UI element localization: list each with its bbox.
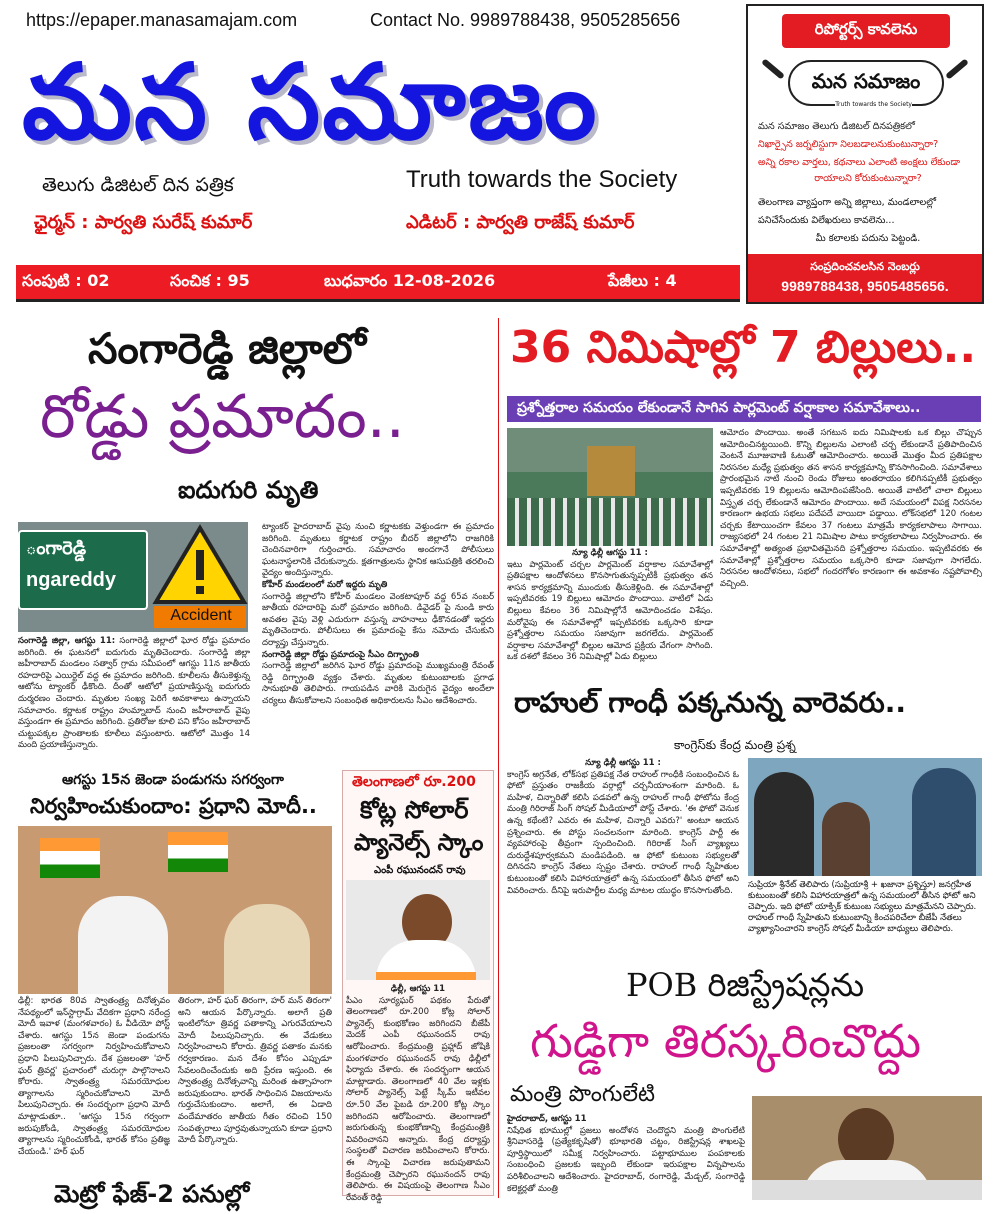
story3-body: న్యూ ఢిల్లీ ఆగస్టు 11 : కాంగ్రెస్ అగ్రనేత, లోక్‌సభ ప్రతిపక్ష నేత రాహుల్ గాంధీకి సంబంధించిన ఓ ఫోటో ప్రస్తుతం రాజకీయ వర్గాల్లో చర్చనీయాంశంగా మారింది. ఓ మహిళ, చిన్నారితో కలిసి పడవలో ఉన్న రాహుల్ గాంధీ ఫోటోను కేంద్ర మంత్రి గిరిరాజ్ సింగ్ సోషల్ మీడియాలో పోస్ట్ చేశారు. 'ఈ ఫోటో వెనుక ఉన్న కథేంటి? ఎవరు ఈ మహిళ, చిన్నారి ఎవరు?' అంటూ ఆయన ప్రశ్నించారు. ఈ పోస్టు సంచలనంగా మారింది. కాంగ్రెస్ పార్టీ ఈ వ్యవహారంపై తీవ్రంగా స్పందించింది. గిరిరాజ్ సింగ్ వ్యాఖ్యలు దురుద్దేశపూర్వకమని మండిపడింది. ఆ ఫోటో కుటుంబ సభ్యులతో దిగినదని కాంగ్రెస్ నేతలు స్పష్టం చేశారు. రాహుల్ గాంధీ స్నేహితుల కుటుంబంతో కలిసి విహారయాత్రలో ఉన్న సమయంలో తీసిన ఫోటో అని వివరించారు. దీనిపై ఇరుపార్టీల మధ్య మాటల యుద్ధం కొనసాగుతోంది. [507, 758, 739, 896]
modi-rally-photo [18, 826, 332, 994]
story5-headline-1[interactable]: కోట్ల సోలార్ [360, 796, 469, 824]
editor-credit: ఎడిటర్ : పార్వతి రాజేష్ కుమార్ [406, 212, 635, 233]
issue-pages: పేజీలు : 4 [608, 270, 677, 290]
story2-body-left: న్యూ ఢిల్లీ ఆగస్టు 11 : ఇటు పార్లమెంట్ చర్చల పార్లమెంట్ వర్షాకాల సమావేశాల్లో ప్రతిపక్షాల ఆందోళనలు కొనసాగుతున్నప్పటికీ ప్రభుత్వం తన శాసన కార్యక్రమాన్ని ముందుకు తీసుకెళ్లింది. ఈ సమావేశాల్లో ఇప్పటివరకు 19 బిల్లులు ఆమోదం పొందాయి. వాటిలో ఏడు బిల్లులు కేవలం 36 నిమిషాల్లోనే ఆమోదించడం విశేషం. మరోవైపు ఈ సమావేశాల్లో ఇప్పటివరకు ఒక్కసారి కూడా ప్రశ్నోత్తరాల సమయం సజావుగా జరగలేదు. పార్లమెంట్ వర్షాకాల సమావేశాల్లో బిల్లుల ఆమోద ప్రక్రియ వేగంగా సాగింది. ఒక దశలో కేవలం 36 నిమిషాల్లో ఏడు బిల్లులు [507, 548, 713, 663]
masthead-subtitle: తెలుగు డిజిటల్ దిన పత్రిక [42, 174, 234, 196]
story5-body: ఢిల్లీ, ఆగస్టు 11 పీఎం సూర్యఘర్ పథకం పేరుతో తెలంగాణలో రూ.200 కోట్ల సోలార్ ప్యానెల్స్ కుంభకోణం జరిగిందని బీజేపీ మెదక్ ఎంపీ రఘునందన్ రావు ఆరోపించారు. కేంద్రమంత్రి ప్రహ్లాద్ జోషికి మంగళవారం రఘునందన్ రావు ఢిల్లీలో ఫిర్యాదు చేశారు. ఈ సందర్భంగా ఆయన మాట్లాడారు. తెలంగాణలో 40 వేల ఇళ్లకు సోలార్ ప్యానెల్స్ పెట్టే స్కీమ్ ఇటీవల రూ.50 వేల పైబడి రూ.200 కోట్ల స్కాం జరిగిందని ఆరోపించారు. తెలంగాణలో జరుగుతున్న కుంభకోణాన్ని కేంద్రమంత్రికి వివరించానని అన్నారు. కేంద్ర దర్యాప్తు సంస్థలతో విచారణ జరిపించాలని కోరారు. ఈ స్కాంపై విచారణ జరుపుతామని కేంద్రమంత్రి చెప్పారని రఘునందన్ రావు తెలిపారు. ఈ విషయంపై తెలంగాణ సీఎం రేవంత్ రెడ్డి [346, 984, 490, 1203]
ad-line-6: పనిచేసేందుకు విలేఖరులు కావలెను... [758, 215, 895, 226]
ad-tag: రిపోర్టర్స్ కావలెను [782, 14, 950, 48]
site-url[interactable]: https://epaper.manasamajam.com [26, 10, 298, 30]
ad-line-5: తెలంగాణ వ్యాప్తంగా అన్ని జిల్లాలు, మండలాలల్లో [758, 197, 937, 208]
accident-photo [18, 522, 248, 632]
ad-phone-numbers: 9989788438, 9505485656. [781, 278, 949, 294]
ad-line-3: అన్ని రకాల వార్తలు, కథనాలు ఎలాంటి అంక్షలు లేకుండా [758, 157, 961, 168]
story1-body-right: ట్యాంకర్ హైదరాబాద్ వైపు నుంచి కర్ణాటకకు వెళ్తుండగా ఈ ప్రమాదం జరిగింది. మృతులు కర్ణాటక రాష్ట్రం బీదర్ జిల్లాలోని రాజగిరికి చెందినవారిగా గుర్తించారు. సమాచారం అందగానే పోలీసులు ఘటనాస్థలానికి చేరుకున్నారు. క్షతగాత్రులను స్థానిక ఆసుపత్రికి తరలించి వైద్యం అందిస్తున్నారు. కోహీర్ మండలంలో మరో ఇద్దరు మృతి సంగారెడ్డి జిల్లాలోని కోహీర్ మండలం వెంకటాపూర్ వద్ద 65వ నంబర్ జాతీయ రహదారిపై మరో ప్రమాదం జరిగింది. డివైడర్ పై నుండి కారు అవతల వైపు వెళ్లి ఎదురుగా వస్తున్న వాహనాలు ఢీకొనడంతో ఇద్దరు మృతిచెందారు. పోలీసులు ఈ ప్రమాదంపై కేసు నమోదు చేసుకుని దర్యాప్తు చేస్తున్నారు. సంగారెడ్డి జిల్లా రోడ్డు ప్రమాదంపై సీఎం దిగ్భ్రాంతి సంగారెడ్డి జిల్లాలో జరిగిన ఘోర రోడ్డు ప్రమాదంపై ముఖ్యమంత్రి రేవంత్ రెడ్డి దిగ్భ్రాంతి వ్యక్తం చేశారు. మృతుల కుటుంబాలకు ప్రగాఢ సానుభూతి తెలిపారు. గాయపడిన వారికి మెరుగైన వైద్యం అందేలా చర్యలు తీసుకోవాలని సంబంధిత అధికారులను సీఎం ఆదేశించారు. [262, 522, 494, 706]
pen-icon [945, 58, 969, 79]
ad-contact-footer: సంప్రదించవలసిన నెంబర్లు 9989788438, 9505485656. [748, 254, 982, 302]
story6-headline-2[interactable]: గుడ్డిగా తిరస్కరించొద్దు [530, 1014, 921, 1068]
ad-line-7: మీ కలాలకు పదును పెట్టండి. [815, 233, 921, 244]
story1-headline-1[interactable]: సంగారెడ్డి జిల్లాలో [88, 324, 366, 373]
story3-subhead: కాంగ్రెస్‌కు కేంద్ర మంత్రి ప్రశ్న [674, 738, 796, 752]
column-divider [498, 318, 499, 1198]
story5-kicker: తెలంగాణలో రూ.200 [352, 774, 476, 790]
issue-number: సంచిక : 95 [170, 270, 250, 290]
reporters-wanted-ad[interactable] [746, 4, 984, 304]
ad-line-4: రాయాలని కోరుకుంటున్నారా? [814, 173, 922, 184]
story1-headline-2[interactable]: రోడ్డు ప్రమాదం.. [40, 382, 405, 452]
story3-headline[interactable]: రాహుల్ గాంధీ పక్కనున్న వారెవరు.. [514, 686, 907, 719]
story6-headline-1[interactable]: POB రిజిస్ట్రేషన్లను [626, 966, 865, 1004]
newspaper-logo: మన సమాజం [22, 41, 599, 163]
pen-icon [761, 58, 785, 79]
issue-date: బుధవారం 12-08-2026 [324, 270, 496, 290]
mp-raghunandan-photo [346, 880, 490, 980]
contact-numbers: Contact No. 9989788438, 9505285656 [370, 10, 681, 30]
parliament-photo [507, 428, 713, 546]
bottom-cut-headline[interactable]: మెట్రో ఫేజ్-2 పనుల్లో [54, 1180, 250, 1208]
story3-caption: సుప్రియా శ్రీనేట్ తెలిపారు (సుప్రియాశ్రీ + ఖజానా ప్రశ్నిస్తూ) జనగ్రహీత కుటుంబంతో కలిసి విహారయాత్రలో ఉన్న సమయంలో తీసిన ఫోటో అని చెప్పారు. ఇది ఫోటో యాక్సిక్ కుటుంబ సభ్యులు మాత్రమేనని చెప్పారు. రాహుల్ గాంధీ స్నేహితుని కుటుంబాన్ని కించపరిచేలా బీజేపీ నేతలు వ్యాఖ్యానించారని కాంగ్రెస్ సోషల్ మీడియా బాధ్యులు తెలిపారు. [748, 880, 977, 934]
story2-body-right: ఆమోదం పొందాయి. అంతే సగటున ఐదు నిమిషాలకు ఒక బిల్లు చొప్పున ఆమోదించినట్టయింది. కొన్ని బిల్లులను ఎలాంటి చర్చ లేకుండానే ప్రతిపాదించిన వెంటనే మూజువాణి ఓటుతో ఆమోదించారు. అయితే మొత్తం మీద ప్రతిపక్షాల నిరసనల మధ్యే ప్రభుత్వం తన శాసన కార్యక్రమాన్ని కొనసాగించింది. సమావేశాలు ప్రారంభమైన నాటి నుంచి రెండు రోజులు అంతరాయం కలిగినప్పటికీ ప్రభుత్వం ఇప్పటివరకు 19 బిల్లులను ఆమోదింపజేసింది. అయితే వాటిలో చాలా బిల్లులు విస్తృత చర్చ లేకుండానే ఆమోదం పొందాయి. అదే సమయంలో విపక్ష నిరసనల కారణంగా ఉభయ సభలు పదేపదే వాయిదా పడ్డాయి. లోక్‌సభలో 120 గంటల చర్చకు కేటాయించగా కేవలం 37 గంటలు మాత్రమే కార్యకలాపాలు సాగాయి. రాజ్యసభలో 24 గంటల 21 నిమిషాల పాటు కార్యకలాపాలు నిర్వహించారు. ఈ సమావేశాల్లో అత్యంత ప్రభావితమైనది ప్రశ్నోత్తరాల సమయం. ఇప్పటివరకు ఈ సమావేశాల్లో ప్రశ్నోత్తరాల సమయం ఒక్కసారి కూడా సజావుగా సాగలేదు. నిరసనల ఆందోళనలు, సభలో గందరగోళం కారణంగా ఈ అవకాశం నష్టపోవాల్సి వచ్చింది. [720, 428, 982, 589]
story6-body: హైదరాబాద్, ఆగస్టు 11 నిషేధిత భూముల్లో ప్రజలు అందోళన చెందొద్దని మంత్రి పొంగులేటి శ్రీనివాసరెడ్డి (ప్రత్యేకకృషితో) భూభారతి చట్టం, రిజిస్ట్రేషన్ల శాఖలపై పూర్తిస్థాయిలో సమీక్ష నిర్వహించారు. పట్టాభూముల పంపకాలకు సంబంధించి ప్రజలకు ఇబ్బంది లేకుండా ఇరుపక్షాల విన్నపాలను పరిశీలించాలని ఆదేశించారు. హైదరాబాద్, రంగారెడ్డి, మేడ్చల్, సంగారెడ్డి కలెక్టర్లతో మంత్రి [507, 1114, 745, 1194]
issue-info-bar [16, 265, 740, 302]
story6-subhead: మంత్రి పొంగులేటి [510, 1082, 655, 1107]
story2-headline[interactable]: 36 నిమిషాల్లో 7 బిల్లులు.. [510, 322, 977, 373]
story5-headline-2[interactable]: ప్యానెల్స్ స్కాం [354, 830, 484, 856]
ad-line-2: నిఖార్సైన జర్నలిస్టుగా నిలబడాలనుకుంటున్నారా? [758, 139, 939, 150]
story4-headline[interactable]: నిర్వహించుకుందాం: ప్రధాని మోదీ.. [30, 794, 317, 818]
story4-body-left: ఢిల్లీ: భారత 80వ స్వాతంత్ర్య దినోత్సవం నేపథ్యంలో ఇన్‌స్టాగ్రామ్ వేదికగా ప్రధాని నరేంద్ర మోదీ ఇవాళ (మంగళవారం) ఓ వీడియో పోస్ట్ చేశారు. ఆగస్టు 15న జెండా పండుగను ప్రజలంతా సగర్వంగా నిర్వహించుకోవాలని ప్రధాని పిలుపునిచ్చారు. దేశ ప్రజలంతా 'హర్ ఘర్ త్రివర్ణ' ప్రచారంలో చురుగ్గా పాల్గొనాలని కోరారు. స్వాతంత్ర్య సమరయోధుల త్యాగాలను స్మరించుకోవాలని మోదీ పిలుపునిచ్చారు. ఈ సందర్భంగా ప్రధాని మోదీ మాట్లాడుతూ.. 'ఆగస్టు 15న గర్వంగా జరుపుకోండి, స్వాతంత్ర్య సమరయోధుల త్యాగాలను స్మరించుకోండి, భారత్ కోసం ప్రతిజ్ఞ చేయండి.' హర్ ఘర్ [18, 996, 170, 1157]
story4-body-right: తిరంగా, హర్ ఘర్ తిరంగా, హర్ మన్ తిరంగా' అని ఆయన పేర్కొన్నారు. అలాగే ప్రతి ఇంటిలోనూ త్రివర్ణ పతాకాన్ని ఎగురవేయాలని మోదీ పిలుపునిచ్చారు. ఈ వేడుకలు నిర్వహించాలని కోరారు. త్రివర్ణ పతాకం మనకు గర్వకారణం. మన దేశం కోసం ఎప్పుడూ సేవలందించేందుకు అది ప్రేరణ ఇస్తుంది. ఈ స్వాతంత్ర్య దినోత్సవాన్ని మరింత ఉత్సాహంగా జరుపుకుందాం. భారత్ సాధించిన విజయాలను గుర్తుచేసుకుందాం. అలాగే, ఈ ఏడాది వందేమాతరం జాతీయ గీతం రచించి 150 సంవత్సరాలు పూర్తవుతున్నాయని కూడా ప్రధాని మోదీ పేర్కొన్నారు. [178, 996, 332, 1146]
accident-sign-label: Accident [170, 607, 232, 624]
story2-subhead: ప్రశ్నోత్తరాల సమయం లేకుండానే సాగిన పార్లమెంట్ వర్షాకాల సమావేశాలు.. [507, 396, 981, 422]
chairman-credit: ఛైర్మన్ : పార్వతి సురేష్ కుమార్ [34, 212, 253, 233]
masthead-tagline: Truth towards the Society [406, 166, 678, 193]
ad-line-1: మన సమాజం తెలుగు డిజిటల్ దినపత్రికలో [758, 121, 915, 132]
issue-volume: సంపుటి : 02 [22, 270, 110, 290]
ad-brand-logo: మన సమాజం Truth towards the Society [788, 60, 944, 106]
rahul-gandhi-photo [748, 758, 982, 876]
story1-subhead: ఐదుగురి మృతి [178, 476, 319, 504]
story4-kicker: ఆగస్టు 15న జెండా పండుగను సగర్వంగా [62, 772, 284, 788]
road-sign: ంగారెడ్డి ngareddy [18, 530, 148, 610]
story5-subhead: ఎంపీ రఘునందన్ రావు [374, 865, 466, 876]
story1-body-left: సంగారెడ్డి జిల్లా, ఆగస్టు 11: సంగారెడ్డి జిల్లాలో ఘోర రోడ్డు ప్రమాదం జరిగింది. ఈ ఘటనలో ఐదుగురు మృతిచెందారు. సంగారెడ్డి జిల్లా జహీరాబాద్ మండలం సత్వార్ గ్రామ సమీపంలో ఆగస్టు 11న జాతీయ రహదారిపై ఎయిర్టెల్ వద్ద ఈ ప్రమాదం జరిగింది. కూలీలను తీసుకెళ్తున్న ఆటోను ట్యాంకర్ ఢీకొంది. దీంతో ఆటోలో ప్రయాణిస్తున్న ఐదుగురు దుర్మరణం చెందారు. మృతుల సంఖ్య పెరిగే అవకాశాలు ఉన్నాయని సమాచారం. కర్ణాటక రాష్ట్రం హుమ్నాబాద్ నుంచి జహీరాబాద్ వైపు వస్తుండగా ఈ ప్రమాదం జరిగింది. ప్రతిరోజు కూలి పని కోసం జహీరాబాద్ చుట్టుపక్కల ప్రాంతాలకు కూలీలు వస్తుంటారు. ఆటోలో మొత్తం 14 మంది ప్రయాణిస్తున్నారు. [18, 636, 251, 751]
minister-ponguleti-photo [752, 1096, 982, 1200]
